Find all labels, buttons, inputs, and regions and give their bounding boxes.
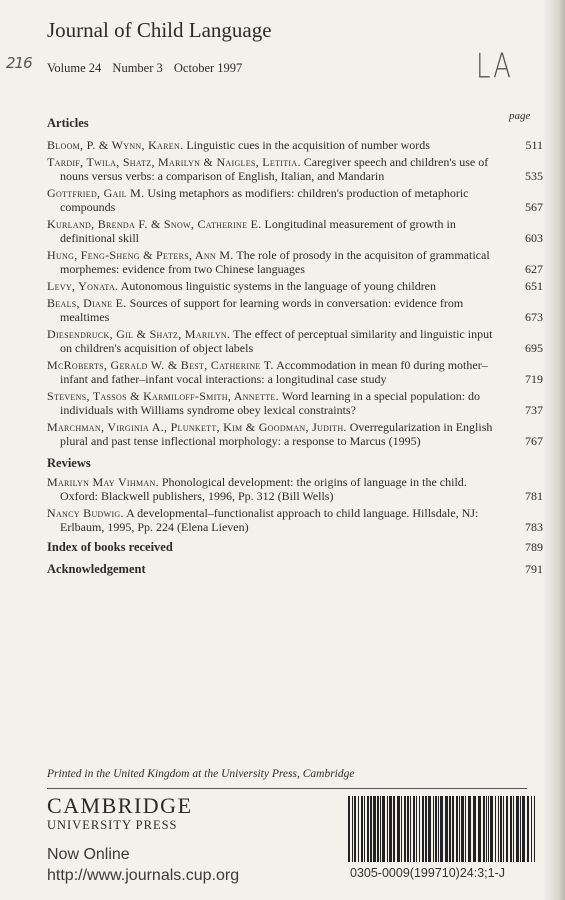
acknowledgement-label: Acknowledgement	[47, 562, 146, 576]
entry-text	[47, 248, 500, 276]
entry-page: 783	[525, 520, 543, 534]
entry-title: Linguistic cues in the acquisition of number words	[186, 138, 430, 152]
list-item[interactable]	[47, 420, 543, 448]
list-item[interactable]	[47, 279, 543, 293]
entry-text	[47, 358, 500, 386]
list-item[interactable]	[47, 327, 543, 355]
entry-title: Word learning in a special population: do individuals with Williams syndrome obey lexical constraints?	[60, 389, 481, 417]
journal-url[interactable]: http://www.journals.cup.org	[47, 867, 240, 884]
entry-title: Autonomous linguistic systems in the language of young children	[120, 279, 437, 293]
entry-text	[47, 327, 500, 355]
entry-title: Longitudinal measurement of growth in definitional skill	[60, 217, 456, 245]
footer-divider	[47, 788, 527, 789]
entry-title: Accommodation in mean f0 during mother–infant and father–infant vocal interactions: a longitudinal case study	[60, 358, 488, 386]
entry-authors: McRoberts, Gerald W. & Best, Catherine T.	[47, 358, 274, 372]
entry-title: The role of prosody in the acquisiton of grammatical morphemes: evidence from two Chinese languages	[60, 248, 490, 276]
entry-authors: Levy, Yonata.	[47, 279, 119, 293]
entry-page: 603	[525, 231, 543, 245]
publisher-logo: CAMBRIDGE	[47, 793, 193, 818]
list-item[interactable]	[47, 217, 543, 245]
list-item[interactable]	[47, 506, 543, 534]
entry-title: Caregiver speech and children's use of nouns versus verbs: a comparison of English, Italian, and Mandarin	[60, 155, 489, 183]
entry-page: 627	[525, 262, 543, 276]
index-page: 789	[525, 540, 543, 554]
entry-text	[47, 296, 500, 324]
entry-authors: Tardif, Twila, Shatz, Marilyn & Naigles, Letitia.	[47, 155, 301, 169]
entry-authors: Kurland, Brenda F. & Snow, Catherine E.	[47, 217, 262, 231]
issue-date: October 1997	[173, 61, 243, 75]
issue-line	[47, 61, 250, 76]
entry-page: 535	[525, 169, 543, 183]
volume: Volume 24	[47, 61, 102, 75]
acknowledgement-entry[interactable]	[47, 562, 543, 576]
articles-heading: Articles	[47, 116, 89, 130]
articles-list	[47, 138, 543, 448]
entry-page: 781	[525, 489, 543, 503]
issue-number: Number 3	[112, 61, 163, 75]
entry-authors: Marilyn May Vihman.	[47, 475, 159, 489]
entry-authors: Beals, Diane E.	[47, 296, 127, 310]
list-item[interactable]	[47, 138, 543, 152]
entry-text	[47, 420, 500, 448]
entry-text	[47, 138, 500, 152]
entry-title: The effect of perceptual similarity and linguistic input on children's acquisition of object labels	[60, 327, 493, 355]
journal-title: Journal of Child Language	[47, 18, 272, 42]
handwritten-annotation-left: 216	[6, 54, 32, 72]
barcode-icon	[348, 796, 540, 866]
entry-page: 511	[525, 138, 543, 152]
entry-text	[47, 279, 500, 293]
entry-authors: Bloom, P. & Wynn, Karen.	[47, 138, 184, 152]
entry-text	[47, 217, 500, 245]
list-item[interactable]	[47, 358, 543, 386]
handwritten-annotation-right: LA	[476, 47, 513, 87]
entry-title: A developmental–functionalist approach to child language. Hillsdale, NJ: Erlbaum, 1995, Pp. 224 (Elena Lieven)	[60, 506, 479, 534]
reviews-list	[47, 475, 543, 534]
entry-text	[47, 475, 500, 503]
entry-title: Sources of support for learning words in conversation: evidence from mealtimes	[60, 296, 464, 324]
entry-page: 737	[525, 403, 543, 417]
entry-page: 719	[525, 372, 543, 386]
entry-title: Phonological development: the origins of language in the child. Oxford: Blackwell publishers, 1996, Pp. 312 (Bill Wells)	[60, 475, 467, 503]
page-column-label: page	[509, 110, 531, 122]
list-item[interactable]	[47, 389, 543, 417]
now-online-text: Now Online	[47, 846, 130, 863]
publisher-subtitle: UNIVERSITY PRESS	[47, 818, 178, 832]
list-item[interactable]	[47, 155, 543, 183]
acknowledgement-page: 791	[525, 562, 543, 576]
barcode-number: 0305-0009(199710)24:3;1-J	[350, 866, 505, 880]
entry-authors: Marchman, Virginia A., Plunkett, Kim & Goodman, Judith.	[47, 420, 347, 434]
table-of-contents	[47, 138, 543, 579]
list-item[interactable]	[47, 186, 543, 214]
reviews-heading: Reviews	[47, 456, 91, 470]
list-item[interactable]	[47, 475, 543, 503]
entry-authors: Nancy Budwig.	[47, 506, 124, 520]
index-label: Index of books received	[47, 540, 173, 554]
entry-page: 673	[525, 310, 543, 324]
entry-authors: Diesendruck, Gil & Shatz, Marilyn.	[47, 327, 231, 341]
list-item[interactable]	[47, 296, 543, 324]
entry-page: 695	[525, 341, 543, 355]
page-edge	[543, 0, 565, 900]
entry-page: 651	[525, 279, 543, 293]
printed-note: Printed in the United Kingdom at the University Press, Cambridge	[47, 768, 355, 780]
entry-title: Overregularization in English plural and past tense inflectional morphology: a response to Marcus (1995)	[60, 420, 493, 448]
entry-authors: Gottfried, Gail M.	[47, 186, 145, 200]
entry-text	[47, 389, 500, 417]
entry-page: 767	[525, 434, 543, 448]
list-item[interactable]	[47, 248, 543, 276]
entry-authors: Stevens, Tassos & Karmiloff-Smith, Annette.	[47, 389, 279, 403]
entry-title: Using metaphors as modifiers: children's production of metaphoric compounds	[60, 186, 469, 214]
index-entry[interactable]	[47, 540, 543, 554]
entry-text	[47, 186, 500, 214]
entry-authors: Hung, Feng-Sheng & Peters, Ann M.	[47, 248, 234, 262]
entry-text	[47, 155, 500, 183]
entry-text	[47, 506, 500, 534]
entry-page: 567	[525, 200, 543, 214]
